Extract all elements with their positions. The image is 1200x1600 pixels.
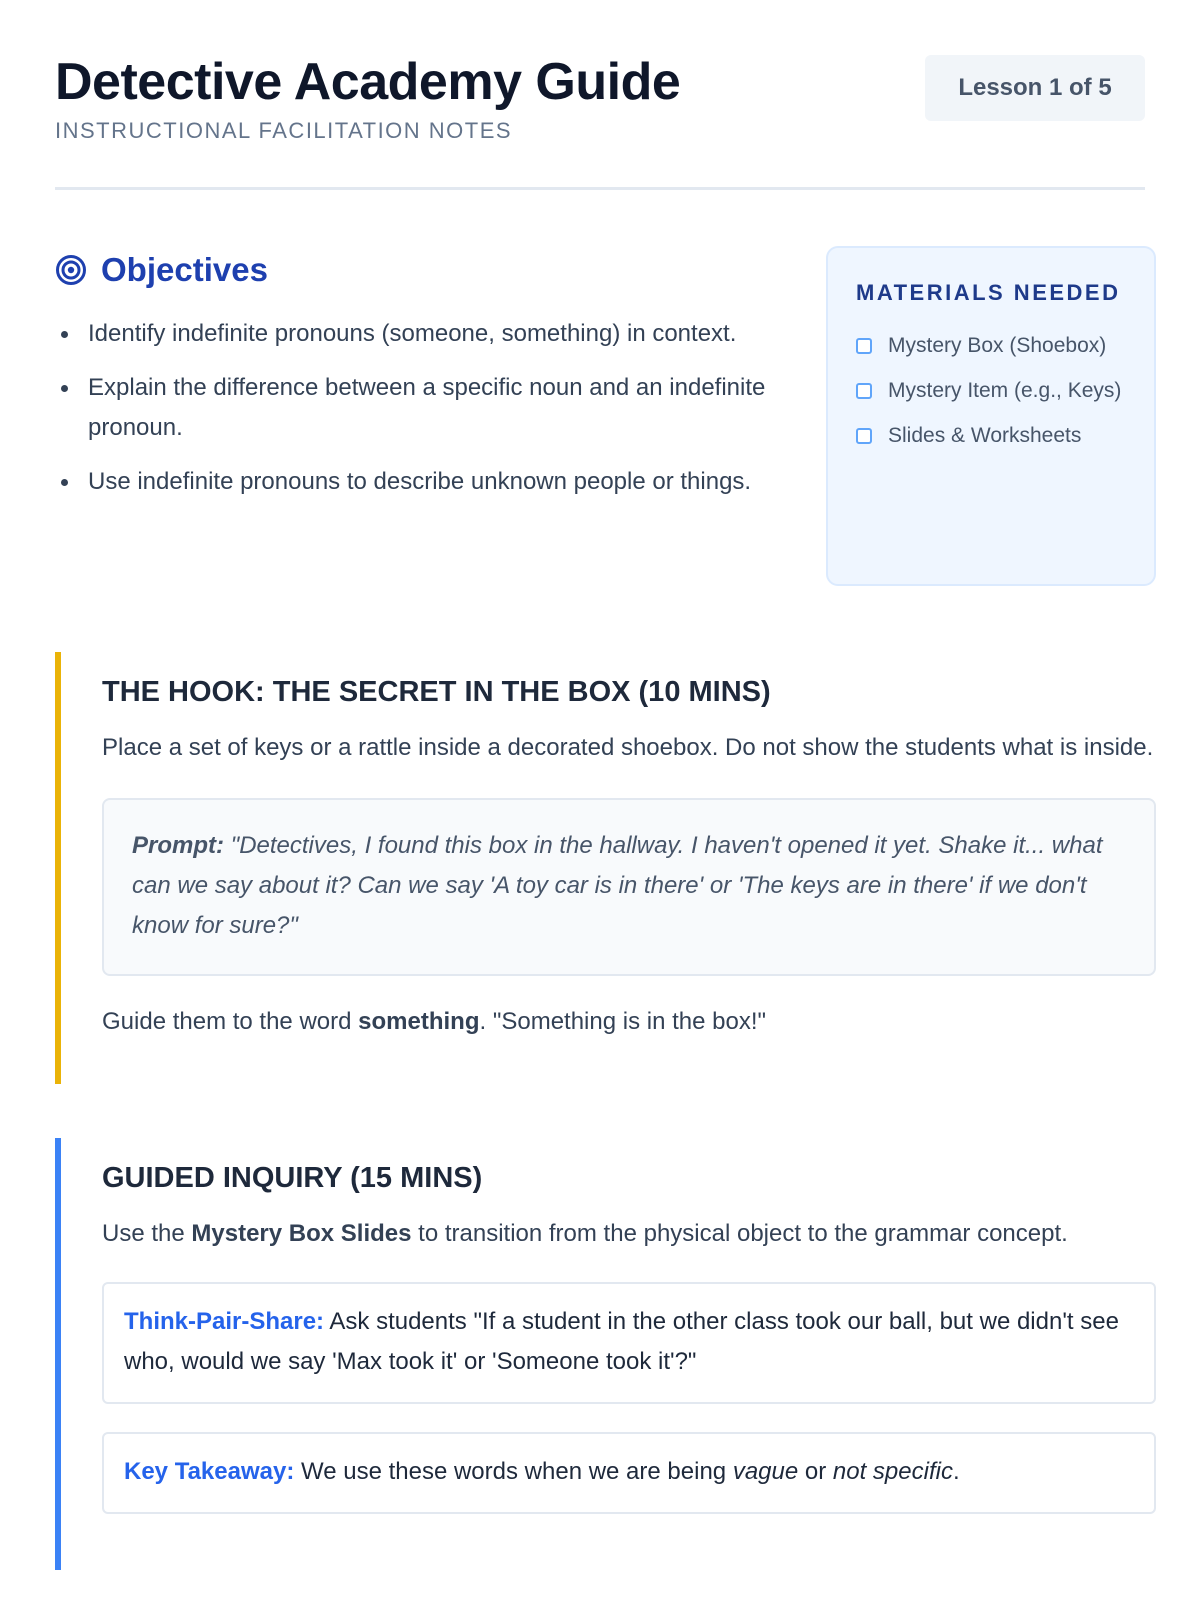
material-checkbox[interactable] [856,428,872,444]
material-label: Mystery Box (Shoebox) [888,334,1107,357]
inquiry-intro-bold: Mystery Box Slides [191,1220,412,1247]
material-item [856,329,1128,362]
page-subtitle: INSTRUCTIONAL FACILITATION NOTES [55,118,513,143]
takeaway-middle: or [804,1458,827,1485]
key-takeaway-card [102,1432,1156,1514]
card-label: Key Takeaway: [124,1458,295,1485]
objectives-title: Objectives [101,251,268,288]
card-label: Think-Pair-Share: [124,1308,325,1335]
prompt-label: Prompt: [132,832,224,859]
inquiry-title: GUIDED INQUIRY (15 MINS) [102,1162,483,1194]
hook-accent-bar [55,652,61,1084]
hook-guide-line [102,1002,1156,1042]
materials-list [856,329,1128,452]
inquiry-intro [102,1214,1156,1254]
material-checkbox[interactable] [856,383,872,399]
takeaway-emphasis: not specific [832,1458,953,1485]
inquiry-section [55,1138,1156,1570]
material-label: Slides & Worksheets [888,424,1082,447]
page-header [55,0,1145,190]
takeaway-suffix: . [952,1458,960,1485]
objectives-list [55,314,775,502]
objectives-header [55,248,775,292]
lesson-badge: Lesson 1 of 5 [925,55,1145,121]
material-label: Mystery Item (e.g., Keys) [888,379,1122,402]
hook-intro: Place a set of keys or a rattle inside a decorated shoebox. Do not show the students what is inside. [102,734,1154,761]
guide-word: something [358,1008,480,1035]
guide-suffix: . "Something is in the box!" [479,1008,767,1035]
material-checkbox[interactable] [856,338,872,354]
objective-item: Use indefinite pronouns to describe unknown people or things. [55,462,775,502]
takeaway-prefix: We use these words when we are being [301,1458,727,1485]
inquiry-intro-prefix: Use the [102,1220,185,1247]
page-title: Detective Academy Guide [55,53,681,111]
objective-item: Explain the difference between a specific noun and an indefinite pronoun. [55,368,775,448]
target-icon [55,254,87,286]
hook-section [55,652,1156,1084]
guide-prefix: Guide them to the word [102,1008,352,1035]
hook-title: THE HOOK: THE SECRET IN THE BOX (10 MINS) [102,676,771,708]
prompt-text: "Detectives, I found this box in the hallway. I haven't opened it yet. Shake it... what can we say about it? Can we say 'A toy car is in there' or 'The keys are in there' if we don't know for sure?" [132,832,1103,939]
inquiry-accent-bar [55,1138,61,1570]
hook-prompt-box [102,798,1156,976]
takeaway-emphasis: vague [732,1458,799,1485]
think-pair-share-card [102,1282,1156,1404]
materials-title: MATERIALS NEEDED [856,280,1121,305]
material-item [856,419,1128,452]
materials-box [826,246,1156,586]
inquiry-intro-suffix: to transition from the physical object to the grammar concept. [418,1220,1068,1247]
card-text: Ask students "If a student in the other class took our ball, but we didn't see who, would we say 'Max took it' or 'Someone took it'?" [124,1308,1119,1375]
objectives-section [55,248,775,516]
material-item [856,374,1128,407]
objective-item: Identify indefinite pronouns (someone, something) in context. [55,314,775,354]
